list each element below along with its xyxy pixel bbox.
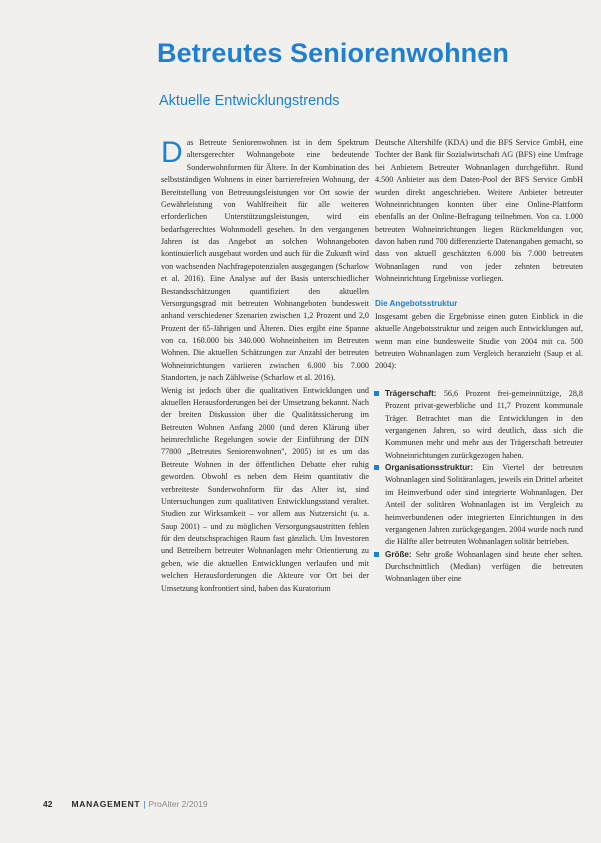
- bullet-term: Trägerschaft:: [385, 388, 437, 398]
- bullet-item: [375, 549, 583, 586]
- intro-paragraph-text: as Betreute Seniorenwohnen ist in dem Spektrum altersgerechter Wohnangebote eine bedeutende Sonderwohnformen für Ältere. In der Kombination des selbstständigen Wohnens in einer barrierefreien Wohnung, der Bereitstellung von Betreuungsleistungen vor Ort sowie der Gewährleistung von Wahlfreiheit für alle weiteren erforderlichen Unterstützungsleistungen, wird ein bedarfsgerechtes Wohnmodell gesehen. In den vergangenen Jahren ist das Angebot an solchen Wohnangeboten kontinuierlich ausgebaut worden und auch für die Zukunft wird von wachsenden Nachfragepotenzialen ausgegangen (Scharlow et al. 2016). Eine Analyse auf der Basis unterschiedlicher Bestandsschätzungen quantifiziert den aktuellen Versorgungsgrad mit betreuten Wohnangeboten bundesweit anhand verschiedener Szenarien zwischen 1,2 Prozent und 2,0 Prozent der 65-Jährigen und Älteren. Dies ergibt eine Spanne von ca. 160.000 bis 340.000 Wohneinheiten im Betreuten Wohnen. Die aktuellen Schätzungen zur Anzahl der betreuten Wohneinrichtungen variieren zwischen 6.000 bis 7.000 Standorten, je nach Zählweise (Scharlow et al. 2016).: [161, 138, 369, 383]
- page-title: Betreutes Seniorenwohnen: [157, 38, 509, 68]
- article-column-left: [161, 137, 369, 595]
- bullet-item: [375, 462, 583, 549]
- article-column-right: [375, 137, 583, 586]
- bullet-text: Sehr große Wohnanlagen sind heute eher selten. Durchschnittlich (Median) verfügen die betreuten Wohnanlagen über eine: [385, 549, 583, 584]
- bullet-text: 56,6 Prozent frei-gemeinnützige, 28,8 Prozent privat-gewerbliche und 11,7 Prozent kommunale Träger. Betrachtet man die Entwicklungen in den vergangenen Jahren, so wird deutlich, dass sich die Kommunen mehr und mehr aus der Trägerschaft betreuter Wohneinrichtungen zurückgezogen haben.: [385, 388, 583, 460]
- bullet-term: Organisationsstruktur:: [385, 463, 474, 472]
- bullet-term: Größe:: [385, 549, 412, 559]
- bullet-square-icon: [374, 391, 379, 396]
- bullet-square-icon: [374, 552, 379, 557]
- body-paragraph: Deutsche Altershilfe (KDA) und die BFS Service GmbH, eine Tochter der Bank für Sozialwirtschaft AG (BFS) eine Umfrage bei Anbietern Betreuter Wohnanlagen durchgeführt. Rund 4.500 Anbieter aus dem Daten-Pool der BFS Service GmbH wurden direkt angeschrieben. Weitere Anbieter betreuter Wohneinrichtungen konnten über eine Online-Plattform ebenfalls an der Online-Befragung teilnehmen. Von ca. 1.000 betreuten Wohneinrichtungen liegen Rückmeldungen vor, davon haben rund 700 differenzierte Datenangaben gemacht, so dass von aktuell geschätzten 6.000 bis 7.000 betreuten Wohnanlagen rund von jeder zehnten betreuten Wohneinrichtung Ergebnisse vorliegen.: [375, 138, 583, 284]
- bullet-item: [375, 388, 583, 462]
- bullet-square-icon: [374, 465, 379, 470]
- intro-paragraph: [161, 137, 369, 385]
- bullet-text: Ein Viertel der betreuten Wohnanlagen sind Solitäranlagen, jeweils ein Drittel arbeitet im Heimverbund oder sind integrierte Wohnanlagen. Der Anteil der solitären Wohnanlagen ist im Vergleich zu heimverbundenen oder integrierten Einrichtungen in den vergangenen Jahren zurückgegangen. 2004 wurde noch rund die Hälfte aller betreuten Wohnanlagen solitär betrieben.: [385, 463, 583, 547]
- page-number: 42: [43, 799, 53, 809]
- body-paragraph: Wenig ist jedoch über die qualitativen Entwicklungen und aktuellen Herausforderungen bei der Umsetzung bekannt. Nach der breiten Diskussion über die Qualitätssicherung im Betreuten Wohnen Anfang 2000 (und deren Klärung über heimrechtliche Regelungen sowie der Einführung der DIN 77800 „Betreutes Seniorenwohnen", 2005) ist es um das Betreute Wohnen in der öffentlichen Debatte eher ruhig geworden. Obwohl es neben dem Heim quantitativ die verbreiteste Sonderwohnform für das Alter ist, sind Untersuchungen zum qualitativen Entwicklungsstand veraltet. Studien zur Wirksamkeit – vor allem aus Nutzersicht (u. a. Saup 2001) – und zu möglichen Versorgungsaustritten fehlen für den deutschsprachigen Raum fast gänzlich. Um Investoren und Betreibern betreuter Wohnanlagen mehr Orientierung zu geben, wie die aktuellen Entwicklungen verlaufen und mit welchen Herausforderungen die Akteure vor Ort bei der Umsetzung konfrontiert sind, haben das Kuratorium: [161, 385, 369, 593]
- page-subtitle: Aktuelle Entwicklungstrends: [159, 93, 340, 109]
- footer-separator: |: [143, 799, 146, 809]
- section-heading: Die Angebotsstruktur: [375, 298, 458, 308]
- drop-cap: D: [161, 136, 183, 169]
- section-name: MANAGEMENT: [71, 799, 141, 809]
- body-paragraph: Insgesamt geben die Ergebnisse einen guten Einblick in die aktuelle Angebotsstruktur und zeigen auch Entwicklungen auf, wenn man eine bundesweite Studie von 2004 mit ca. 500 betreuten Wohnanlagen zum Vergleich heranzieht (Saup et al. 2004):: [375, 311, 583, 371]
- page-footer: [43, 799, 208, 809]
- magazine-issue: ProAlter 2/2019: [148, 799, 208, 809]
